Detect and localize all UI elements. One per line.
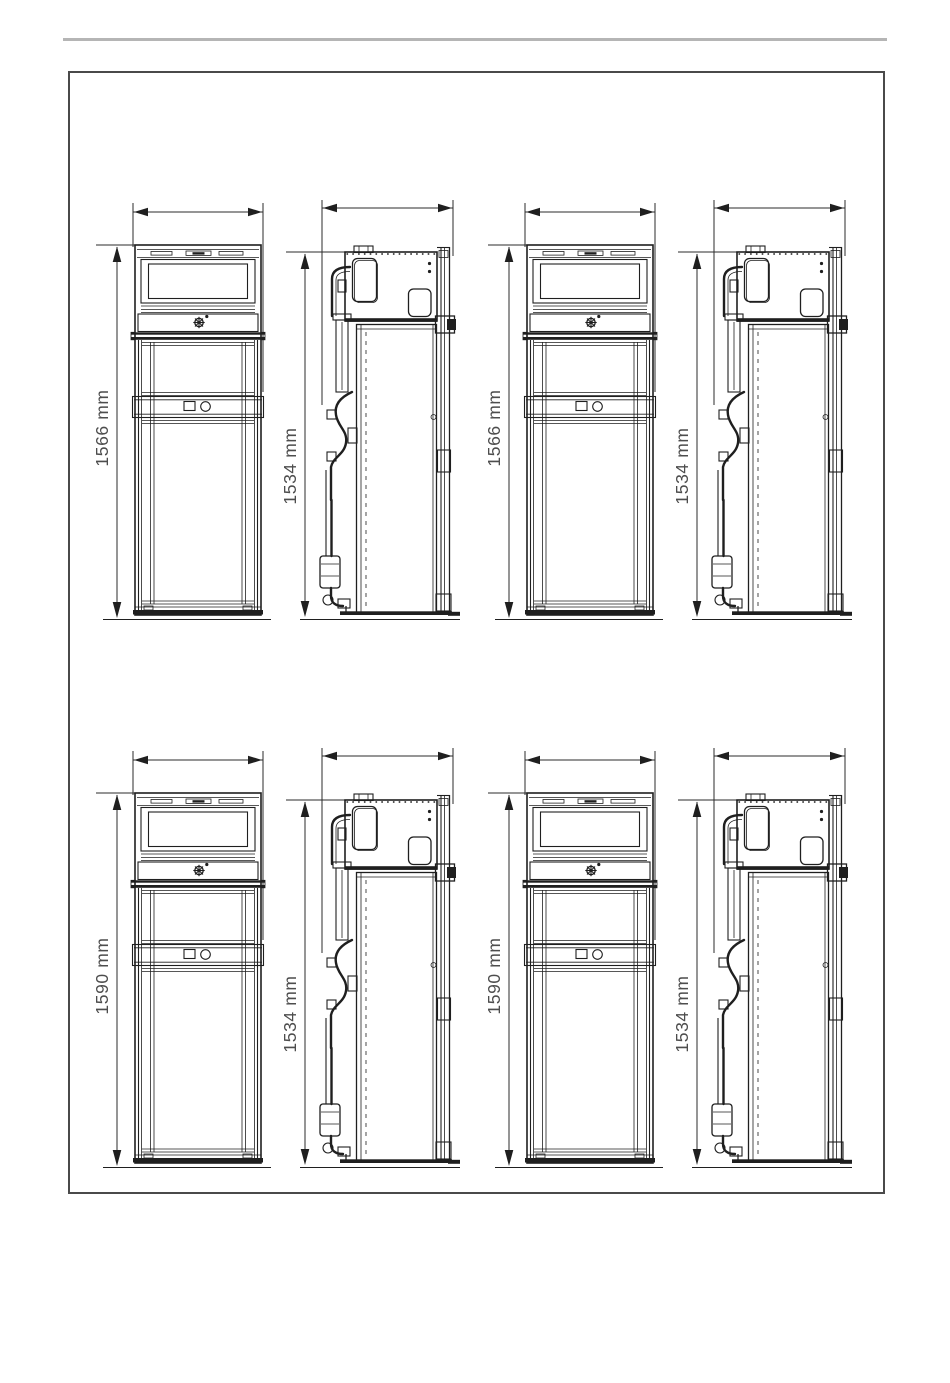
front-view-r2c1 xyxy=(96,751,271,1168)
side-view-r1c2 xyxy=(286,200,460,620)
height-label-r2-front2: 1590 mm xyxy=(484,937,504,1015)
side-view-r1c4 xyxy=(678,200,852,620)
height-label-r2-side2: 1534 mm xyxy=(672,975,692,1053)
height-label-r1-front1: 1566 mm xyxy=(92,389,112,467)
front-view-r1c3 xyxy=(488,203,663,620)
side-view-r2c2 xyxy=(286,748,460,1168)
front-view-r1c1 xyxy=(96,203,271,620)
side-view-r2c4 xyxy=(678,748,852,1168)
height-label-r2-side1: 1534 mm xyxy=(280,975,300,1053)
height-label-r2-front1: 1590 mm xyxy=(92,937,112,1015)
height-label-r1-front2: 1566 mm xyxy=(484,389,504,467)
height-label-r1-side1: 1534 mm xyxy=(280,427,300,505)
front-view-r2c3 xyxy=(488,751,663,1168)
height-label-r1-side2: 1534 mm xyxy=(672,427,692,505)
